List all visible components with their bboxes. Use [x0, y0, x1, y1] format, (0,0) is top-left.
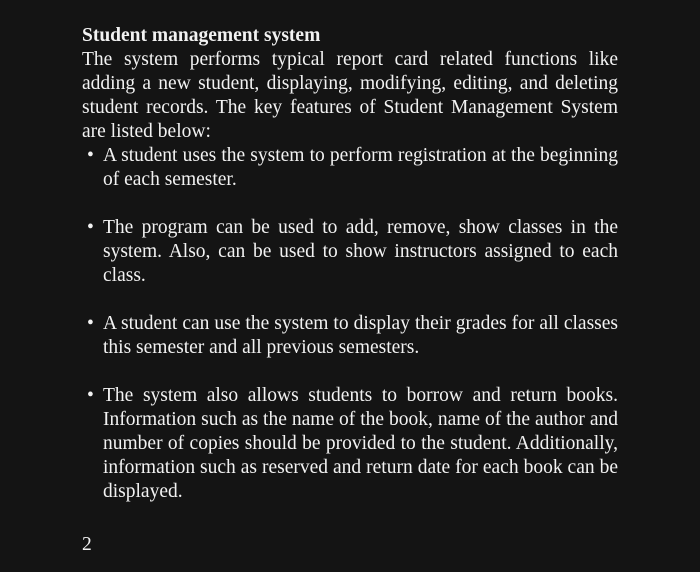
page-number: 2 [82, 534, 92, 555]
document-title: Student management system [82, 25, 321, 46]
feature-list [82, 144, 618, 504]
bullet-icon: • [87, 145, 94, 166]
document-body [82, 24, 618, 504]
feature-text: The program can be used to add, remove, show classes in the system. Also, can be used to show instructors assigned to each class. [103, 217, 618, 286]
list-item [82, 312, 618, 360]
feature-text: A student can use the system to display their grades for all classes this semester and all previous semesters. [103, 313, 618, 358]
bullet-icon: • [87, 313, 94, 334]
feature-text: A student uses the system to perform registration at the beginning of each semester. [103, 145, 618, 190]
bullet-icon: • [87, 385, 94, 406]
list-item [82, 216, 618, 288]
bullet-icon: • [87, 217, 94, 238]
list-item [82, 144, 618, 192]
list-item [82, 384, 618, 504]
feature-text: The system also allows students to borrow and return books. Information such as the name of the book, name of the author and number of copies should be provided to the student. Additionally, information such as reserved and return date for each book can be displayed. [103, 385, 618, 502]
intro-paragraph: The system performs typical report card related functions like adding a new student, displaying, modifying, editing, and deleting student records. The key features of Student Management System are listed below: [82, 49, 618, 142]
